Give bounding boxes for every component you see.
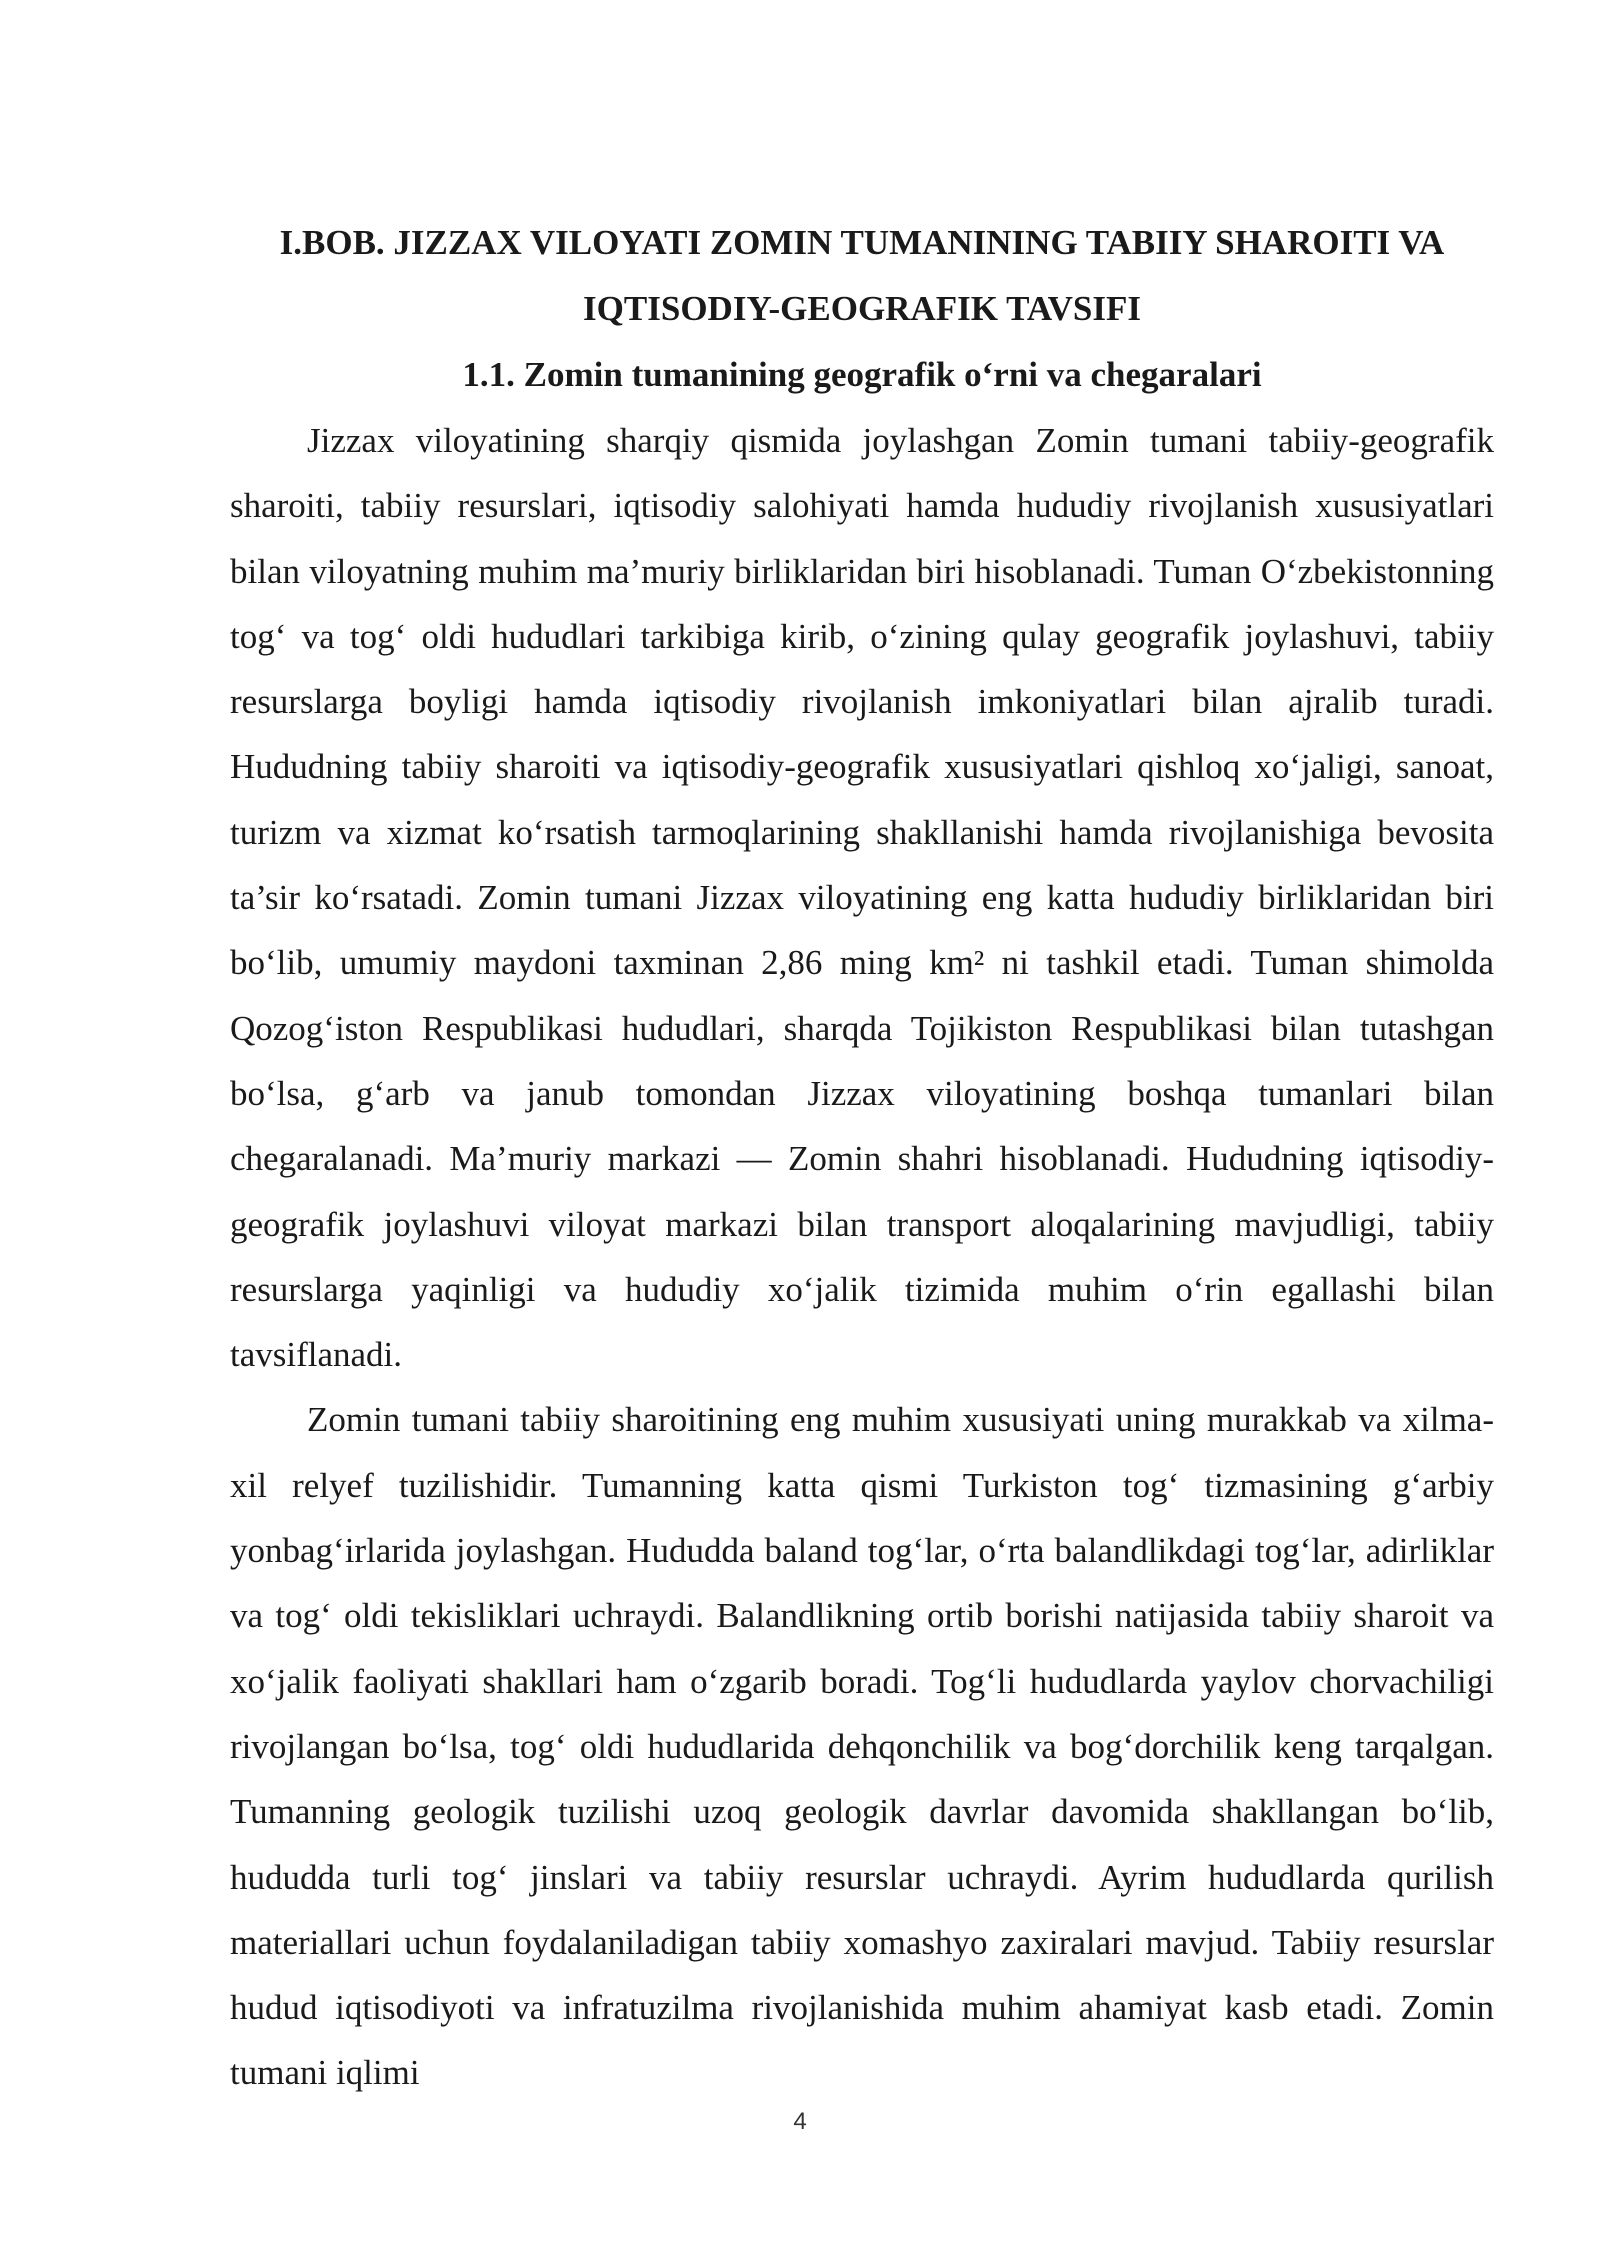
section-title: 1.1. Zomin tumanining geografik o‘rni va chegaralari	[462, 355, 1262, 394]
document-page	[230, 210, 1494, 2106]
body-paragraph: Zomin tumani tabiiy sharoitining eng muhim xususiyati uning murakkab va xilma-xil relyef tuzilishidir. Tumanning katta qismi Turkiston tog‘ tizmasining g‘arbiy yonbag‘irlarida joylashgan. Hududda baland tog‘lar, o‘rta balandlikdagi tog‘lar, adirliklar va tog‘ oldi tekisliklari uchraydi. Balandlikning ortib borishi natijasida tabiiy sharoit va xo‘jalik faoliyati shakllari ham o‘zgarib boradi. Tog‘li hududlarda yaylov chorvachiligi rivojlangan bo‘lsa, tog‘ oldi hududlarida dehqonchilik va bog‘dorchilik keng tarqalgan. Tumanning geologik tuzilishi uzoq geologik davrlar davomida shakllangan bo‘lib, hududda turli tog‘ jinslari va tabiiy resurslar uchraydi. Ayrim hududlarda qurilish materiallari uchun foydalaniladigan tabiiy xomashyo zaxiralari mavjud. Tabiiy resurslar hudud iqtisodiyoti va infratuzilma rivojlanishida muhim ahamiyat kasb etadi. Zomin tumani iqlimi	[230, 1400, 1494, 2093]
body-paragraph: Jizzax viloyatining sharqiy qismida joylashgan Zomin tumani tabiiy-geografik sharoiti, tabiiy resurslari, iqtisodiy salohiyati hamda hududiy rivojlanish xususiyatlari bilan viloyatning muhim ma’muriy birliklaridan biri hisoblanadi. Tuman O‘zbekistonning tog‘ va tog‘ oldi hududlari tarkibiga kirib, o‘zining qulay geografik joylashuvi, tabiiy resurslarga boyligi hamda iqtisodiy rivojlanish imkoniyatlari bilan ajralib turadi. Hududning tabiiy sharoiti va iqtisodiy-geografik xususiyatlari qishloq xo‘jaligi, sanoat, turizm va xizmat ko‘rsatish tarmoqlarining shakllanishi hamda rivojlanishiga bevosita ta’sir ko‘rsatadi. Zomin tumani Jizzax viloyatining eng katta hududiy birliklaridan biri bo‘lib, umumiy maydoni taxminan 2,86 ming km² ni tashkil etadi. Tuman shimolda Qozog‘iston Respublikasi hududlari, sharqda Tojikiston Respublikasi bilan tutashgan bo‘lsa, g‘arb va janub tomondan Jizzax viloyatining boshqa tumanlari bilan chegaralanadi. Ma’muriy markazi — Zomin shahri hisoblanadi. Hududning iqtisodiy-geografik joylashuvi viloyat markazi bilan transport aloqalarining mavjudligi, tabiiy resurslarga yaqinligi va hududiy xo‘jalik tizimida muhim o‘rin egallashi bilan tavsiflanadi.	[230, 421, 1494, 1375]
page-number: 4	[793, 2108, 807, 2135]
chapter-title: I.BOB. JIZZAX VILOYATI ZOMIN TUMANINING TABIIY SHAROITI VA IQTISODIY-GEOGRAFIK TAVSIFI	[279, 223, 1445, 328]
